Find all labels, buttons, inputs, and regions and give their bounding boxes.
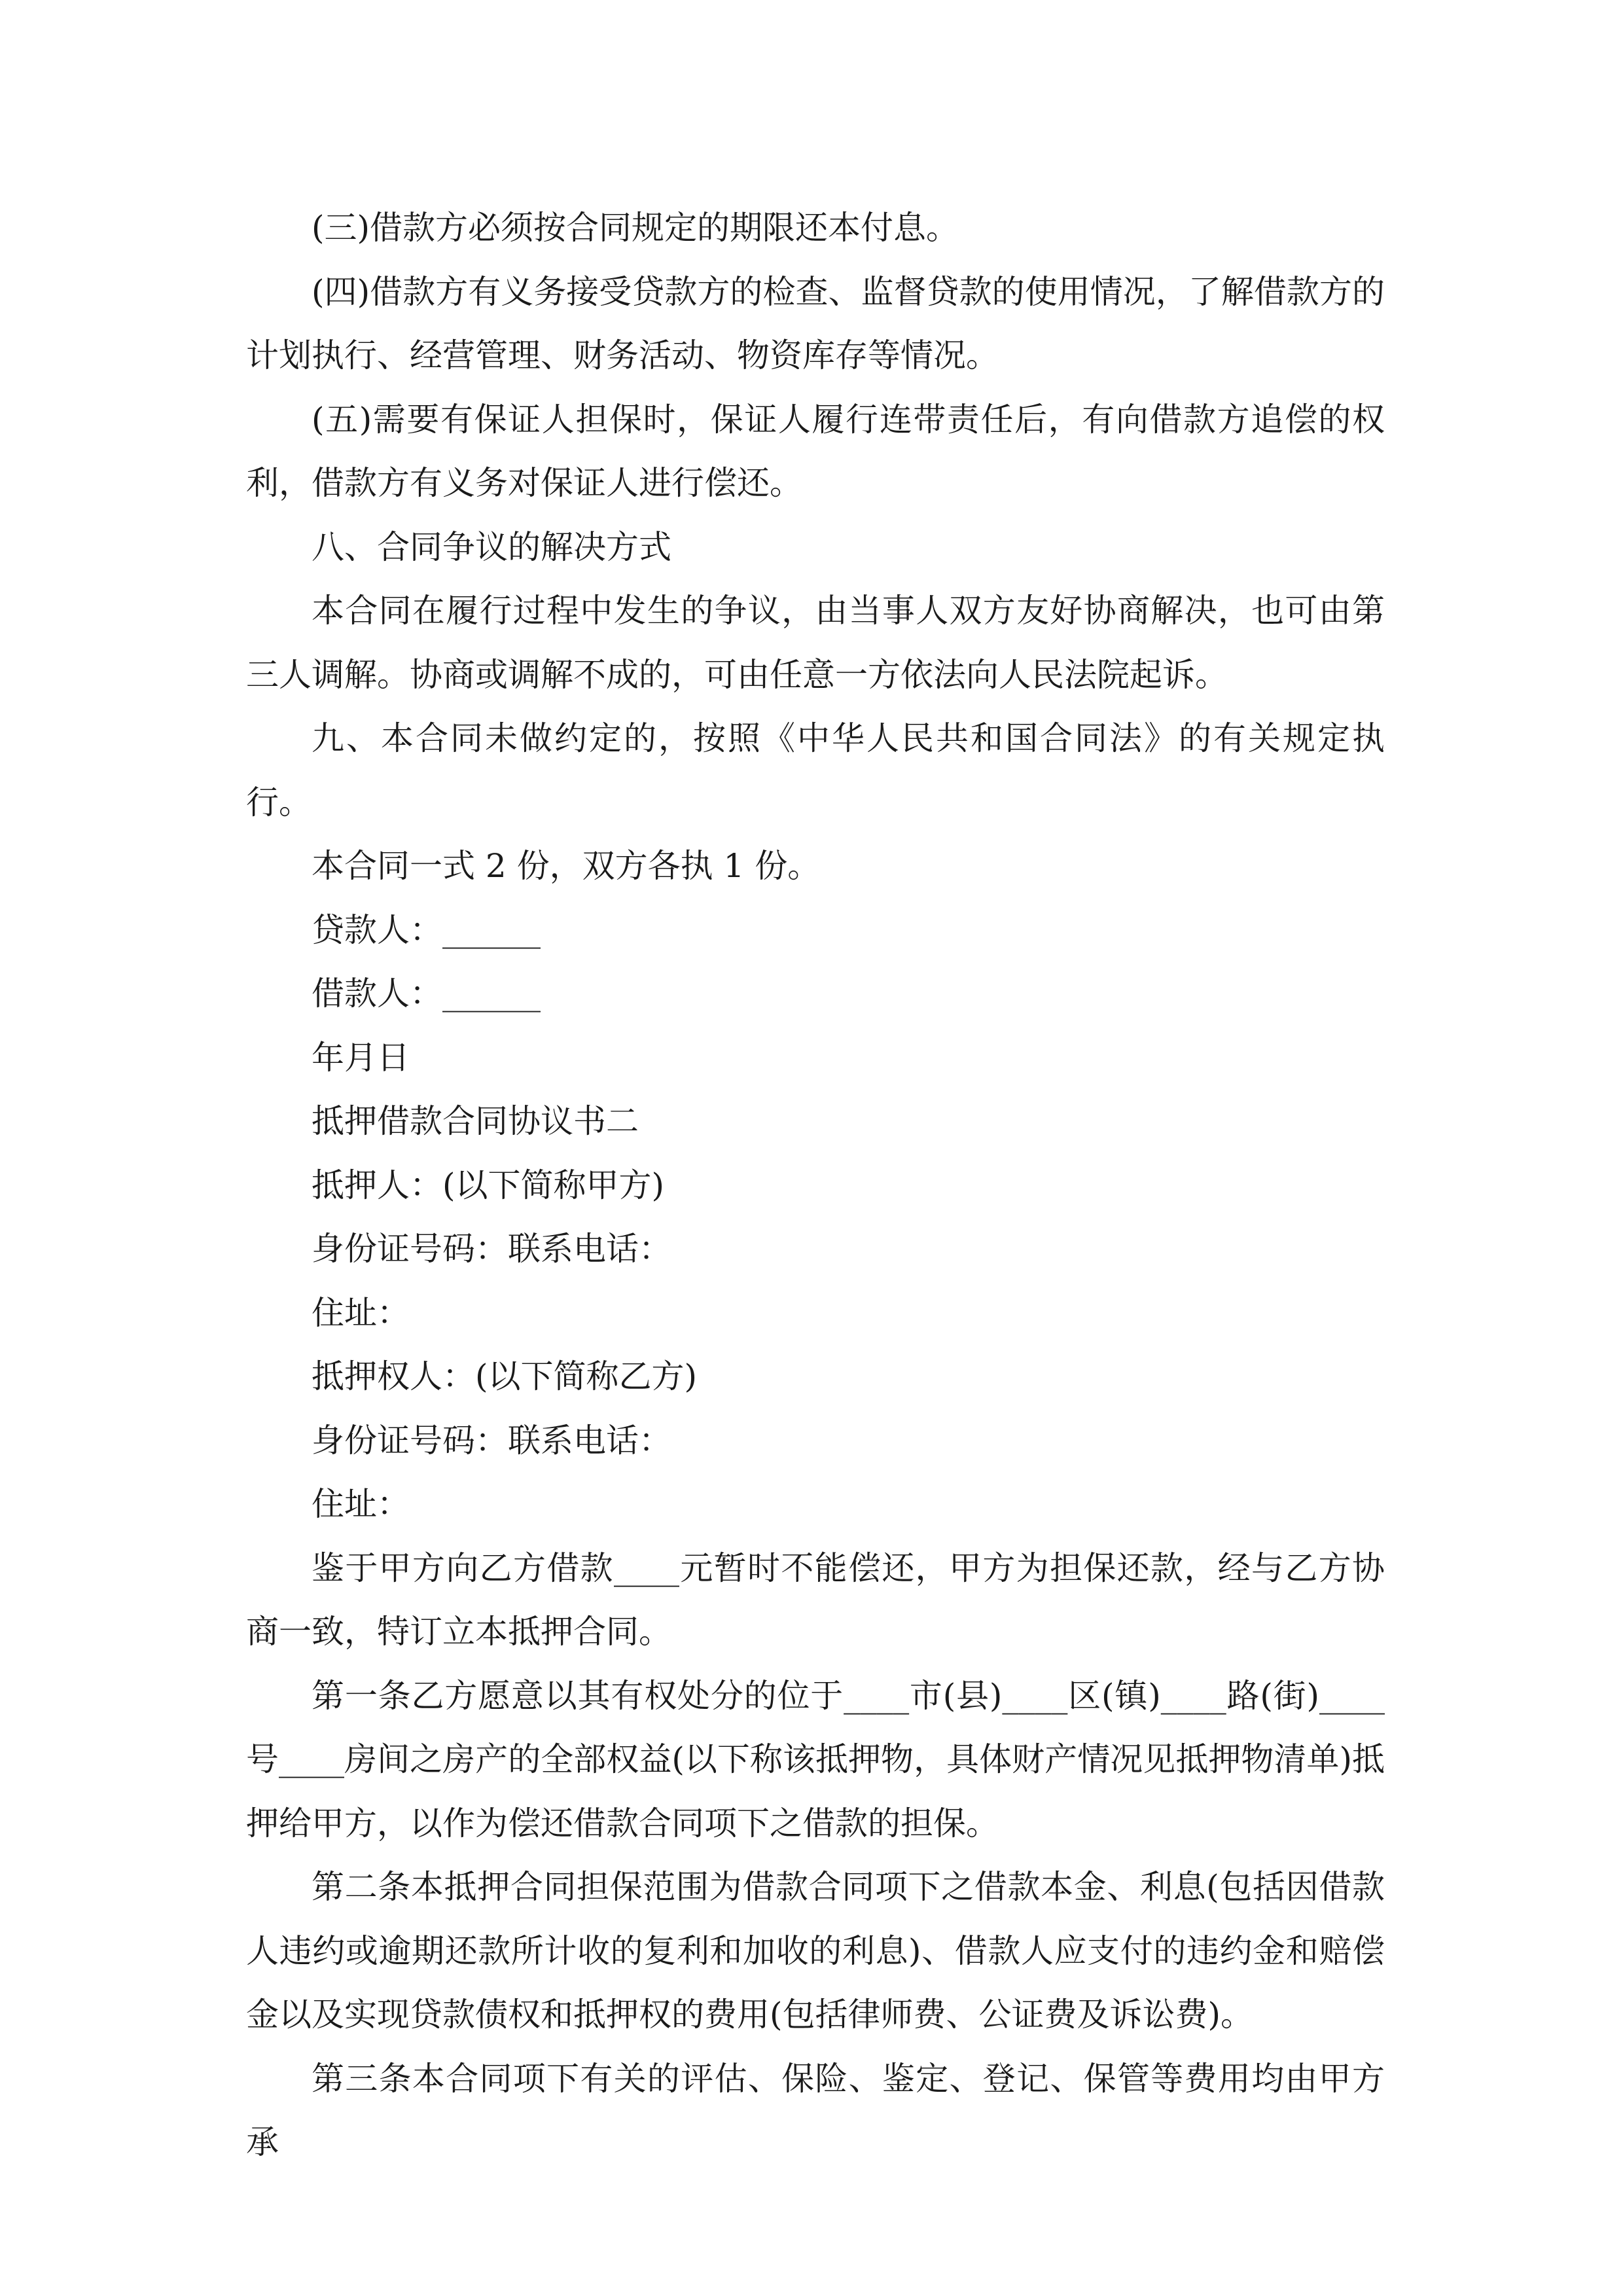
party-b-label: 抵押权人：(以下简称乙方) — [312, 1357, 698, 1395]
signature-date: 年月日 — [312, 1038, 410, 1077]
party-b-id-phone: 身份证号码：联系电话： — [312, 1421, 671, 1460]
section-heading-other-provisions: 九、本合同未做约定的，按照《中华人民共和国合同法》的有关规定执行。 — [246, 719, 1385, 821]
section-heading-dispute-resolution: 八、合同争议的解决方式 — [312, 528, 671, 566]
paragraph-item-5: (五)需要有保证人担保时，保证人履行连带责任后，有向借款方追偿的权利，借款方有义务对保证人进行偿还。 — [246, 400, 1385, 502]
article-3: 第三条本合同项下有关的评估、保险、鉴定、登记、保管等费用均由甲方承 — [246, 2059, 1385, 2161]
contract-title-two: 抵押借款合同协议书二 — [312, 1102, 639, 1140]
signature-lender: 贷款人：______ — [312, 910, 541, 949]
document-body — [246, 196, 1385, 2175]
signature-borrower: 借款人：______ — [312, 975, 541, 1013]
article-1: 第一条乙方愿意以其有权处分的位于____市(县)____区(镇)____路(街)____号____房间之房产的全部权益(以下称该抵押物，具体财产情况见抵押物清单)抵押给甲方，以作为偿还借款合同项下之借款的担保。 — [246, 1676, 1385, 1842]
article-2: 第二条本抵押合同担保范围为借款合同项下之借款本金、利息(包括因借款人违约或逾期还款所计收的复利和加收的利息)、借款人应支付的违约金和赔偿金以及实现贷款债权和抵押权的费用(包括律师费、公证费及诉讼费)。 — [246, 1868, 1385, 2034]
paragraph-dispute-resolution: 本合同在履行过程中发生的争议，由当事人双方友好协商解决，也可由第三人调解。协商或调解不成的，可由任意一方依法向人民法院起诉。 — [246, 592, 1385, 694]
party-a-address: 住址： — [312, 1293, 410, 1332]
paragraph-item-4: (四)借款方有义务接受贷款方的检查、监督贷款的使用情况，了解借款方的计划执行、经营管理、财务活动、物资库存等情况。 — [246, 272, 1385, 374]
paragraph-item-3: (三)借款方必须按合同规定的期限还本付息。 — [312, 209, 959, 247]
party-a-label: 抵押人：(以下简称甲方) — [312, 1166, 665, 1204]
party-b-address: 住址： — [312, 1485, 410, 1523]
paragraph-preamble: 鉴于甲方向乙方借款____元暂时不能偿还，甲方为担保还款，经与乙方协商一致，特订立本抵押合同。 — [246, 1549, 1385, 1651]
paragraph-copies: 本合同一式 2 份，双方各执 1 份。 — [312, 847, 821, 885]
party-a-id-phone: 身份证号码：联系电话： — [312, 1230, 671, 1268]
